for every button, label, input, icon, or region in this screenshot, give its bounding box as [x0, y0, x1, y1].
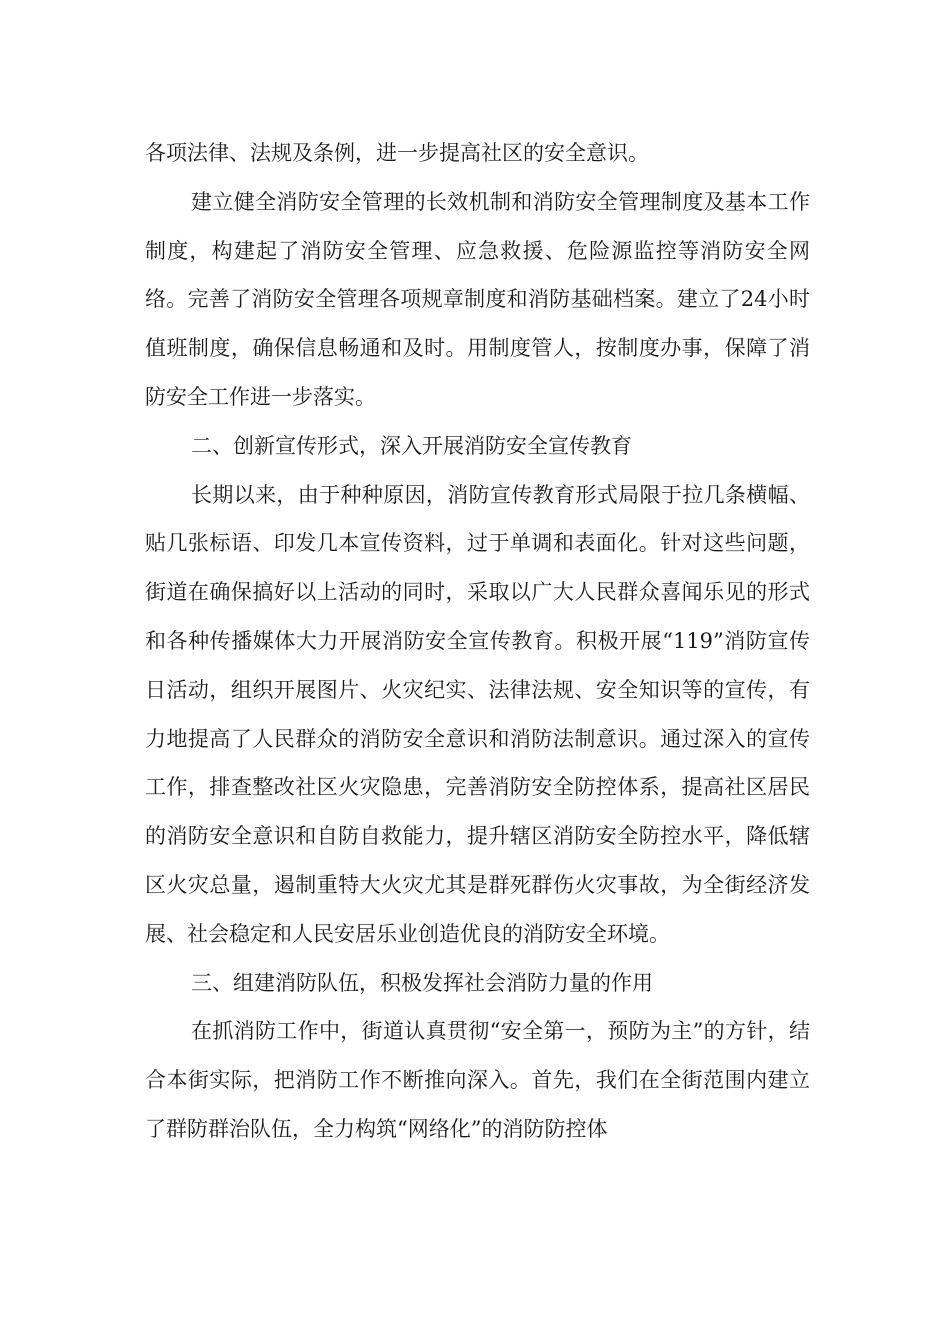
paragraph-continuation: 各项法律、法规及条例，进一步提高社区的安全意识。: [145, 141, 649, 165]
section-heading-fire-team: 三、组建消防队伍，积极发挥社会消防力量的作用: [191, 970, 653, 995]
section-heading-publicity: 二、创新宣传形式，深入开展消防安全宣传教育: [191, 433, 632, 458]
paragraph-publicity: 长期以来，由于种种原因，消防宣传教育形式局限于拉几条横幅、贴几张标语、印发几本宣传资料，过于单调和表面化。针对这些问题，街道在确保搞好以上活动的同时，采取以广大人民群众喜闻乐见的形式和各种传播媒体大力开展消防安全宣传教育。积极开展“119”消防宣传日活动，组织开展图片、火灾纪实、法律法规、安全知识等的宣传，有力地提高了人民群众的消防安全意识和消防法制意识。通过深入的宣传工作，排查整改社区火灾隐患，完善消防安全防控体系，提高社区居民的消防安全意识和自防自救能力，提升辖区消防安全防控水平，降低辖区火灾总量，遏制重特大火灾尤其是群死群伤火灾事故，为全街经济发展、社会稳定和人民安居乐业创造优良的消防安全环境。: [145, 482, 810, 946]
paragraph-fire-team: 在抓消防工作中，街道认真贯彻“安全第一，预防为主”的方针，结合本街实际，把消防工作不断推向深入。首先，我们在全街范围内建立了群防群治队伍，全力构筑“网络化”的消防防控体: [145, 1019, 810, 1141]
document-body: [145, 129, 810, 1154]
paragraph-management-system: 建立健全消防安全管理的长效机制和消防安全管理制度及基本工作制度，构建起了消防安全管理、应急救援、危险源监控等消防安全网络。完善了消防安全管理各项规章制度和消防基础档案。建立了24小时值班制度，确保信息畅通和及时。用制度管人，按制度办事，保障了消防安全工作进一步落实。: [145, 189, 810, 409]
